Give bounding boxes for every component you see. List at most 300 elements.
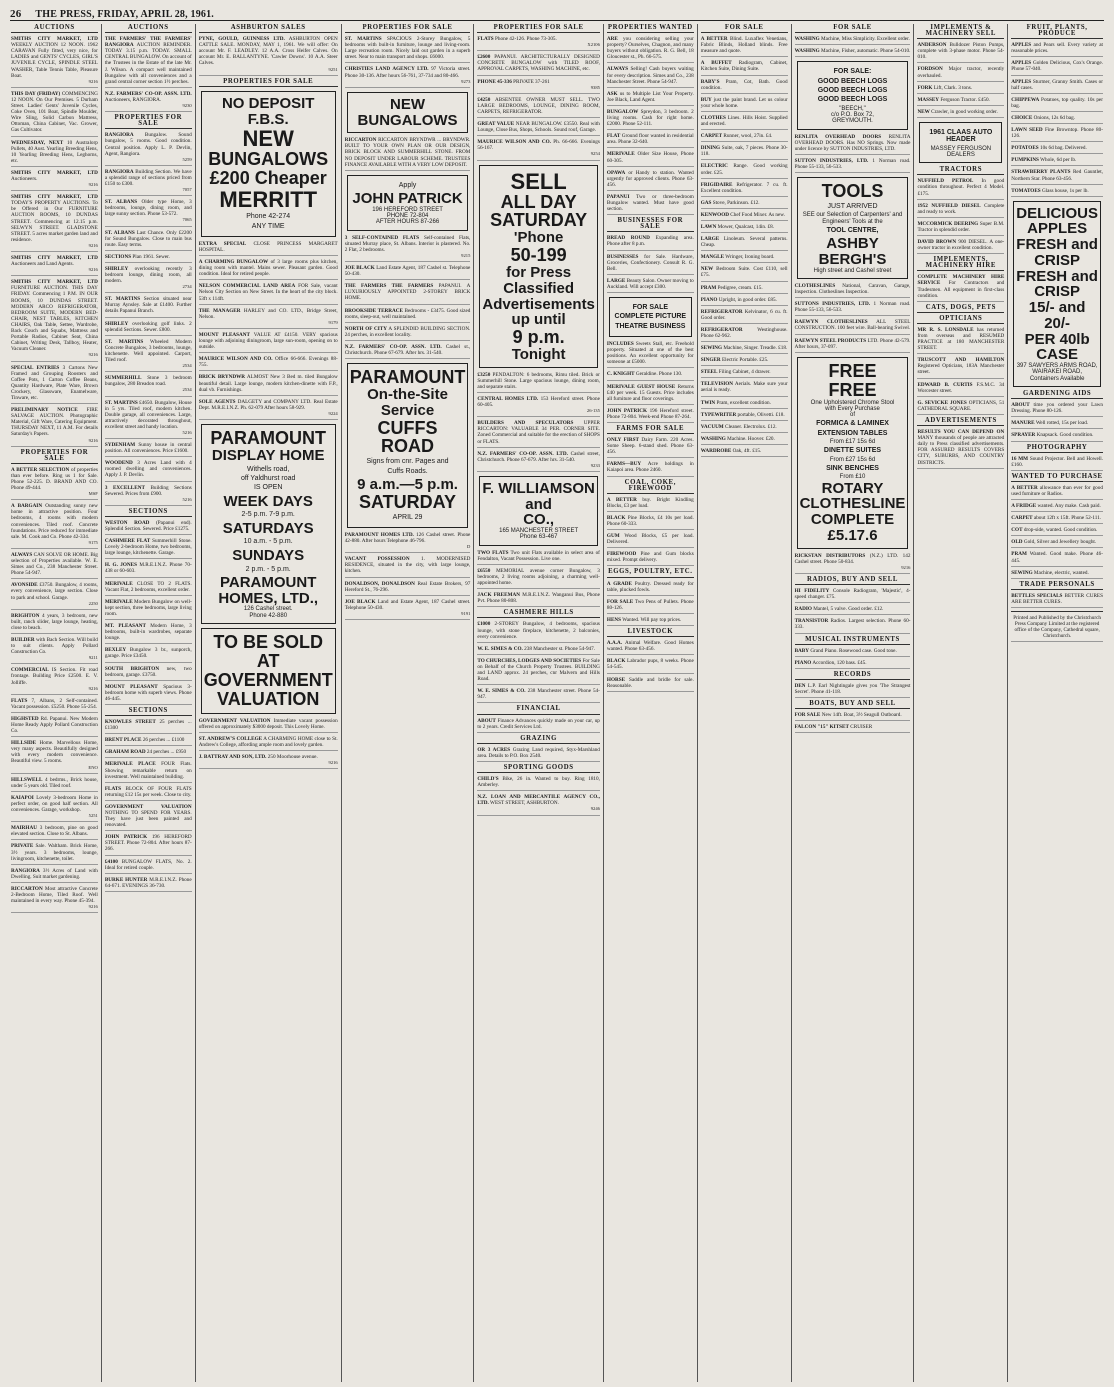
display-ad-paramount-display-home xyxy=(201,424,336,624)
ad-heading: TRUSCOTT AND HAMILTON xyxy=(917,357,1005,364)
ad-line: SATURDAYS xyxy=(222,519,314,537)
classified-ad xyxy=(105,36,192,88)
ad-text: Summerhill Stone. Lovely 2-bedroom Home, two bedrooms, large lounge, kitchenette. Garage. xyxy=(104,538,192,557)
ad-code: 7057 xyxy=(182,187,192,193)
ad-code: 9216 xyxy=(901,564,911,570)
classified-list xyxy=(1011,593,1103,608)
ad-code: 2534 xyxy=(182,387,192,393)
ad-heading: KENWOOD xyxy=(700,211,729,218)
ad-text: A SPLENDID BUILDING SECTION. 24 perches, in excellent locality. xyxy=(344,325,471,338)
classified-ad xyxy=(701,448,788,457)
ad-line: Signs from cnr. Pages and xyxy=(366,458,449,466)
ad-line: 196 HEREFORD STREET xyxy=(372,206,443,213)
ad-heading: MERIVALE xyxy=(104,580,133,587)
classified-ad xyxy=(917,109,1004,118)
ad-heading: DAVID BROWN xyxy=(917,238,957,245)
ad-code: 5216 xyxy=(182,429,192,435)
ad-text: Saddle and bridle for sale. Reasonable. xyxy=(606,676,694,689)
ad-code: 5251 xyxy=(88,813,98,819)
section-heading: FARMS FOR SALE xyxy=(607,426,694,434)
imprint: Printed and Published by the Christchurch Press Company Limited at the registered office of the Company, Cathedral square, Christchurch. xyxy=(1011,615,1103,642)
ad-text: ASHBURTON OPEN CATTLE SALE. MONDAY, MAY 1, 1961. We will offer: On account Mr. F. LEADLEY. 12 A.A. Cross Heifer Calves. On account Mr. E. BALLANTYNE. 'Cawler Downs'. 10 A.A. Steer Calves. xyxy=(198,36,338,67)
classified-ad xyxy=(345,581,471,596)
classified-list xyxy=(795,648,911,669)
section-heading: SECTIONS xyxy=(105,509,192,517)
ad-text: ALL STEEL CONSTRUCTION. 100 feet wire. Ball-bearing Swivel. xyxy=(794,319,911,332)
ad-text: just the paint brand. Let us colour your whole home. xyxy=(700,96,788,109)
classified-ad xyxy=(105,169,192,196)
ad-line: ANY TIME xyxy=(251,222,285,230)
ad-heading: MCCORMICK DEERING xyxy=(917,220,979,227)
ad-heading: MOUNT PLEASANT xyxy=(104,683,158,690)
classified-ad xyxy=(105,581,192,596)
ad-text: Registered Opticians, 183A Manchester street. xyxy=(917,363,1005,376)
ad-text: OPTICIANS, 51 CATHEDRAL SQUARE. xyxy=(917,399,1005,412)
section-heading: COAL, COKE, FIREWOOD xyxy=(607,480,694,494)
ad-heading: VACANT POSSESSION xyxy=(344,556,410,563)
ad-heading: PYNE, GOULD, GUINNESS LTD. xyxy=(198,36,285,43)
ad-heading: G. SEVICKE JONES xyxy=(917,399,967,406)
ad-text: 24 perches ... £950 xyxy=(145,749,187,756)
classified-list xyxy=(1011,402,1103,441)
ad-text: Finance Advances quickly made on your car, up to 2 years. Credit Services Ltd. xyxy=(477,717,600,730)
ad-heading: OR 3 ACRES xyxy=(477,746,511,753)
classified-list xyxy=(607,640,694,692)
ad-heading: BUNGALOW xyxy=(606,108,639,115)
ad-text: New 14ft. Boat, 3½ Seagull Outboard. xyxy=(820,712,902,719)
classified-ad xyxy=(345,556,471,577)
ad-text: Wanted. Good make. Phone 46-445. xyxy=(1011,551,1103,564)
ad-text: Grazing Land required, Styx-Marshland area. Details to P.O. Box 2540. xyxy=(477,746,600,759)
ad-text: 3½ Acres of Land with Dwelling. Suit market gardening. xyxy=(11,867,98,880)
ad-text: Plan 1961. Sewer. xyxy=(131,253,170,260)
classified-ad xyxy=(607,599,694,614)
classified-ad xyxy=(11,467,98,500)
classified-list xyxy=(607,581,694,626)
ad-line: JUST ARRIVED xyxy=(827,202,878,210)
ad-heading: £4100 xyxy=(104,858,118,865)
ad-line: Phone 42-274 xyxy=(246,213,291,221)
ad-heading: N.Z. FARMERS' CO-OP. ASSN. LTD. xyxy=(344,343,442,350)
classified-ad xyxy=(701,345,788,354)
classified-ad xyxy=(701,115,788,130)
ad-heading: ST. MARTINS xyxy=(104,296,141,303)
ad-text: F.S.M.C. 34 Worcester street. xyxy=(917,381,1005,394)
classified-list xyxy=(477,621,600,703)
ad-heading: PRAM xyxy=(1011,551,1027,558)
section-heading: PROPERTIES FOR SALE xyxy=(477,25,600,33)
ad-text: Machine, Miss Simplicity. Excellent order. xyxy=(819,36,910,43)
display-ad-free xyxy=(797,357,909,549)
ad-line: NEW BUNGALOWS xyxy=(357,95,458,129)
ad-heading: SOUTH BRIGHTON xyxy=(104,665,160,672)
ad-heading: RAEWYN STEEL PRODUCTS xyxy=(794,337,867,344)
ad-heading: RANGIORA xyxy=(104,132,134,139)
classified-list xyxy=(917,221,1004,254)
classified-ad xyxy=(477,54,600,75)
display-ad-beech-logs xyxy=(797,61,909,129)
ad-text: WEEKLY AUCTION 12 NOON. 1962 CARAVAN Fully fitted, very nice, for LADIES and GENTS' CYCLES, GIRL'S JUVENILE CYCLE, SPINDLE STEEL WASHER, Table Tennis Table, Pleasure Boat. xyxy=(11,42,98,79)
ad-text: Mower, Qualcast, 14in. £8. xyxy=(716,223,775,230)
classified-list xyxy=(199,718,338,770)
ad-heading: APPLES xyxy=(1011,78,1032,85)
display-ad-picture-theatre xyxy=(609,297,692,337)
ad-text: of 3 large rooms plus kitchen, dining room with mantel. Mains sewer. Pleasant garden. Good condition. Ideal for retired people. xyxy=(198,259,338,278)
classified-ad xyxy=(199,241,338,256)
ad-line: c/o P.O. Box 72, xyxy=(831,111,874,118)
ad-heading: JOHN PATRICK xyxy=(104,834,148,841)
ad-code: D xyxy=(467,544,471,550)
ad-heading: MANURE xyxy=(1011,420,1035,427)
classified-ad xyxy=(1011,402,1103,417)
ad-heading: PRELIMINARY NOTICE xyxy=(11,407,78,414)
ad-text: Accordion, 120 bass. £45. xyxy=(811,659,867,666)
ad-heading: NEW xyxy=(917,108,930,115)
classified-ad xyxy=(345,66,471,87)
ad-text: Sale. Waltham. Brick Home, 3½ years. 3 bedrooms, lounge, livingroom, kitchenette, toilet. xyxy=(11,843,98,862)
classified-ad xyxy=(701,285,788,294)
ad-line: 165 MANCHESTER STREET xyxy=(499,528,579,535)
classified-ad xyxy=(1011,551,1103,566)
classified-ad xyxy=(1011,503,1103,512)
ad-text: Building Section. We have a splendid range of sections priced from £150 to £300. xyxy=(104,168,192,187)
ad-text: FOR Sale, vacant Nelson City Section on New Street. In the heart of the city block. 53ft x 114ft. xyxy=(198,283,338,302)
ad-heading: TELEVISION xyxy=(700,381,734,388)
classified-ad xyxy=(105,91,192,112)
ad-heading: C. KNIGHT xyxy=(606,371,635,378)
ad-line: GREYMOUTH. xyxy=(832,118,873,125)
ad-heading: EXTRA SPECIAL xyxy=(198,240,247,247)
ad-text: 25 perches ... £1300 xyxy=(104,719,192,732)
ad-heading: GUM xyxy=(606,533,620,540)
ad-heading: SOLE AGENTS xyxy=(198,398,236,405)
classified-ad xyxy=(11,667,98,694)
ad-heading: SMITHS CITY MARKET, LTD xyxy=(11,194,98,201)
ad-heading: £2600 xyxy=(477,54,491,61)
ad-text: MANY thousands of people are attracted daily to Press classified advertisements. FOR ASSURED RESULTS COVERS CITY, SUBURBS, AND COUNTRY DISTRICTS. xyxy=(917,435,1005,466)
ad-text: 3 bedroom, pine on good elevated section. Close to St. Albans. xyxy=(11,825,98,838)
classified-ad xyxy=(11,365,98,405)
ad-text: drop-side, wanted. Good condition. xyxy=(1022,527,1098,534)
ad-code: 7065 xyxy=(182,217,192,223)
classified-ad xyxy=(795,36,911,45)
ad-line: SELL xyxy=(510,168,567,194)
classified-ad xyxy=(1011,97,1103,112)
ad-heading: REFRIGERATOR xyxy=(700,308,743,315)
classified-ad xyxy=(701,357,788,366)
ad-heading: A BARGAIN xyxy=(11,503,43,510)
classified-ad xyxy=(607,581,694,596)
ad-line: GOOD BEECH LOGS xyxy=(817,86,888,94)
ad-text: 238 Manchester st. Phone 54-947. xyxy=(522,645,596,652)
ad-text: A CHARMING HOME close to St. Andrew's College, affording ample room and lovely garden. xyxy=(198,735,338,748)
classified-ad xyxy=(607,640,694,655)
ad-text: Bedrooms - £3475. Good sized rooms, sleep-out, well maintained. xyxy=(344,307,471,320)
classified-list xyxy=(607,341,694,423)
ad-heading: MERIVALE xyxy=(606,151,635,158)
ad-text: Machine. Hoover. £20. xyxy=(725,435,775,442)
classified-ad xyxy=(105,199,192,226)
ad-text: Machine, Singer. Treadle. £18. xyxy=(722,345,788,352)
classified-ad xyxy=(199,399,338,420)
ad-heading: BREAD ROUND xyxy=(606,235,650,242)
classified-list xyxy=(795,36,911,57)
section-heading: FRUIT, PLANTS, PRODUCE xyxy=(1011,25,1103,39)
ad-text: 7, Albans, 2 Self-contained. Vacant possession. £5250. Phone 55-254. xyxy=(11,697,98,710)
ad-text: Cashel st., Christchurch. Phone 67-679. After hrs. 31-540. xyxy=(344,343,471,357)
classified-list xyxy=(477,747,600,762)
ad-heading: OLD xyxy=(1011,539,1023,546)
classified-list xyxy=(477,550,600,608)
ad-text: of properties than ever before. Ring us 1 for Sale. Phone 52-225. D. BRAND AND CO. Phone 49-444. xyxy=(11,466,98,492)
classified-list xyxy=(1011,485,1103,579)
classified-ad xyxy=(477,747,600,762)
ad-line: FREE xyxy=(828,360,877,381)
ad-heading: RADIO xyxy=(794,606,812,613)
display-ad-government-valuation xyxy=(201,628,336,714)
ad-heading: APPLES xyxy=(1011,60,1032,67)
classified-ad xyxy=(917,42,1004,63)
ad-code: X2106 xyxy=(587,42,600,48)
classified-list xyxy=(917,327,1004,415)
ad-heading: HILLSWELL xyxy=(11,776,43,783)
ad-heading: REFRIGERATOR xyxy=(700,326,743,333)
ad-heading: VACUUM xyxy=(700,423,724,430)
ad-text: Radiogram, Cabinet, Kitchen Suite, Dining Suite. xyxy=(700,60,788,73)
ad-heading: 16 MM xyxy=(1011,455,1029,462)
ad-text: Expanding area. Phone after 8 p.m. xyxy=(606,235,694,248)
classified-ad xyxy=(11,777,98,792)
ad-text: Wheeled Modern Concrete Bungalow, 3 bedrooms, lounge, kitchenette. Well appointed. Carport, Tiled roof. xyxy=(104,338,192,364)
ad-text: and Pears sell. Every variety at reasonable prices. xyxy=(1011,42,1103,55)
ad-heading: SUTTONS INDUSTRIES, LTD. xyxy=(794,301,871,308)
classified-list xyxy=(477,776,600,815)
ad-heading: FOR SALE xyxy=(794,712,821,719)
classified-ad xyxy=(345,137,471,170)
ad-heading: RICKSTAN DISTRIBUTORS xyxy=(794,552,866,559)
ad-heading: TO CHURCHES, LODGES AND SOCIETIES xyxy=(477,657,582,664)
ad-text: Machine, electric, wanted. xyxy=(1032,569,1089,576)
classified-ad xyxy=(105,321,192,336)
classified-ad xyxy=(1011,79,1103,94)
section-heading: CASHMERE HILLS xyxy=(477,610,600,618)
ad-line: One Upholstered Chrome Stool xyxy=(810,399,895,406)
ad-text: LTD. Phone 42-579. After hours, 37-097. xyxy=(794,337,911,350)
ad-text: has returned from overseas and RESUMED PRACTICE at 180 MANCHESTER STREET. xyxy=(917,326,1005,352)
ad-text: Acre holdings in Kaiapoi area. Phone 2460. xyxy=(606,461,694,474)
classified-ad xyxy=(477,621,600,642)
ad-text: Most attractive Concrete 2-Bedroom Home, Tiled Roof. Well maintained in every way. Phone 45-394. xyxy=(11,885,98,905)
ad-text: Home. Marvellous Home, very many aspects. Beautifully designed with every modern convenience. Beautiful view. 5 rooms. xyxy=(11,740,98,765)
classified-ad xyxy=(917,221,1004,236)
ad-line: WEEK DAYS xyxy=(223,492,313,510)
ad-text: Pine Blocks, £4 10s per load. Phone 60-333. xyxy=(606,514,694,527)
ad-line: off Yaldhurst road xyxy=(240,474,296,482)
ad-heading: BUILDERS AND SPECULATORS xyxy=(477,420,574,427)
masthead-title: THE PRESS, FRIDAY, APRIL 28, 1961. xyxy=(35,9,215,20)
ad-heading: PARAMOUNT HOMES LTD. xyxy=(344,531,414,538)
ad-text: Wringer, Ironing board. xyxy=(724,254,775,261)
section-heading: MUSICAL INSTRUMENTS xyxy=(795,637,911,645)
ad-heading: GAS xyxy=(700,199,712,206)
ad-text: CAN SOLVE OR HOME. Big selection of Properties available. W. E. Simes and Co., 238 Manchester Street. Phone 54-947. xyxy=(11,551,98,577)
ad-text: Poultry. Dressed ready for table, plucked fowls. xyxy=(606,580,694,593)
ad-heading: DEN xyxy=(794,682,806,689)
ad-heading: PHONE 45-336 xyxy=(477,78,512,85)
ad-heading: £4250 xyxy=(477,96,491,103)
classified-ad xyxy=(477,776,600,791)
ad-heading: EDWARD B. CURTIS xyxy=(917,381,973,388)
ad-heading: NEW xyxy=(700,266,714,273)
classified-list xyxy=(345,36,471,88)
ad-heading: WEDNESDAY, NEXT xyxy=(11,139,64,146)
ad-heading: RICCARTON xyxy=(11,885,43,892)
ad-heading: A.A.A. xyxy=(606,640,623,647)
ad-text: 196 Hereford street. Phone 72-804. Week-end Phone 87-264. xyxy=(606,407,694,420)
ad-text: 3 Acres Land with 4 roomed dwelling and conveniences. Apply J. P. Devlin. xyxy=(104,460,192,479)
classified-ad xyxy=(199,356,338,371)
ad-line: TOOLS xyxy=(821,181,884,202)
ad-heading: SMITHS CITY MARKET, LTD xyxy=(11,36,98,43)
classified-ad xyxy=(607,109,694,130)
ad-heading: HIGHSTED xyxy=(11,715,39,722)
ad-text: Complete and ready to work. xyxy=(917,202,1005,215)
ad-text: Phone 42-126. Phone 73-305. xyxy=(493,36,557,43)
classified-ad xyxy=(607,551,694,566)
ad-heading: TRANSISTOR xyxy=(794,618,829,625)
ad-text: Pram, excellent condition. xyxy=(715,399,771,406)
ad-text: Lift, Clark. 3 tons. xyxy=(932,84,973,91)
ad-line: FREE xyxy=(828,379,877,400)
ad-text: Bungalow 3 br., sunporch, garage. Price £3450. xyxy=(104,647,192,660)
classified-ad xyxy=(795,660,911,669)
ad-line: of xyxy=(850,412,856,419)
ad-heading: BABY'S xyxy=(700,78,720,85)
ad-text: 2-STOREY Bungalow, 4 bedrooms, spacious lounge, with stone fireplace, kitchenette, 2 balconies, every convenience. xyxy=(477,621,600,640)
ad-text: RENLITA OVERHEAD DOORS. Has NO Springs. Now made under licence by SUTTON INDUSTRIES, LTD. xyxy=(794,133,911,152)
ad-text: (Papanui end). Splendid Section. Sewered. Price £1275. xyxy=(104,519,192,532)
classified-ad xyxy=(1011,145,1103,154)
classified-ad xyxy=(1011,570,1103,579)
ad-line: 9 a.m.—5 p.m. xyxy=(357,475,458,493)
classified-ad xyxy=(477,79,600,94)
ad-code: 9216 xyxy=(88,78,98,84)
ad-text: wanted. Any make. Cash paid. xyxy=(1036,503,1101,510)
ad-code: 9175 xyxy=(88,539,98,545)
section-heading: ASHBURTON SALES xyxy=(199,25,338,33)
ad-heading: JOE BLACK xyxy=(344,598,376,605)
ad-heading: FALCON "15" KITSET xyxy=(794,724,849,731)
classified-ad xyxy=(701,133,788,142)
classified-ad xyxy=(105,375,192,396)
ad-text: Building Sections Sewered. Prices from £900. xyxy=(104,484,192,497)
ad-text: Pine and Gum blocks mixed. Prompt delivery. xyxy=(606,551,694,564)
classified-ad xyxy=(105,684,192,705)
classified-ad xyxy=(607,91,694,106)
classified-ad xyxy=(607,533,694,548)
classified-ad xyxy=(105,339,192,372)
ad-text: CLOSE TO 2 FLATS. Vacant Flat, 2 bedrooms, excellent order. xyxy=(104,580,192,593)
classified-ad xyxy=(105,737,192,746)
ad-heading: A BETTER xyxy=(606,496,637,503)
ad-text: 238 Manchester street. Phone 54-947. xyxy=(477,688,600,701)
ad-heading: A BETTER SELECTION xyxy=(11,466,70,473)
display-ad-merritt xyxy=(201,91,336,237)
classified-list xyxy=(1011,456,1103,471)
ad-code: 9216 xyxy=(88,437,98,443)
ad-heading: PRAM xyxy=(700,284,717,291)
ad-text: Refrigerator. 7 cu. ft. Excellent condition. xyxy=(700,181,788,194)
classified-list xyxy=(607,437,694,476)
classified-ad xyxy=(11,140,98,167)
classified-ad xyxy=(105,485,192,506)
classified-ad xyxy=(701,97,788,112)
classified-ad xyxy=(701,145,788,160)
section-heading: SECTIONS xyxy=(105,708,192,716)
ad-heading: RENLITA OVERHEAD DOORS xyxy=(794,133,882,140)
ad-code: 9216 xyxy=(88,182,98,188)
ad-line: FORMICA & LAMINEX xyxy=(816,420,889,428)
ad-text: Modern Home, 3 bedrooms, built-in wardrobes, separate lounge. xyxy=(104,623,192,642)
ad-heading: BROOKSIDE TERRACE xyxy=(344,307,403,314)
ad-text: you considering selling your property? Ourselves, Chagnon, and many buyers without obligation. R. G. Bell, 18 Gloucester st., Ph. 66-575. xyxy=(606,36,694,61)
classified-ad xyxy=(795,648,911,657)
section-heading: PROPERTIES FOR SALE xyxy=(11,450,98,464)
display-ad-claas-header xyxy=(919,122,1002,163)
classified-ad xyxy=(607,194,694,215)
ad-text: £4650. Bungalow, House in 5 yrs. Tiled roof, modern kitchen. Double garage, all conveniences. Large, attractively decorated throughout, excellent street and handy location. xyxy=(104,399,192,430)
ad-text: Filing Cabinet, 4 drawer. xyxy=(717,369,771,376)
section-heading: GRAZING xyxy=(477,736,600,744)
ad-text: Lovely 3-bedroom Home in perfect order, on good half section. All conveniences. Garage, workshop. xyxy=(11,794,98,814)
ad-line: SATURDAY xyxy=(490,210,588,231)
classified-ad xyxy=(1011,432,1103,441)
section-heading: RADIOS, BUY AND SELL xyxy=(795,577,911,585)
ad-text: Real Estate Brokers, 97 Hereford St., 76-296. xyxy=(344,580,471,593)
ad-text: NEAR BUNGALOW. £3550. Real with Lounge, Close Bus, Shops, Schools. Sound roof, Garage. xyxy=(477,121,600,134)
ad-line: CO., xyxy=(523,511,555,529)
classified-ad xyxy=(11,582,98,609)
classified-ad xyxy=(105,834,192,855)
ad-text: 900 DIESEL. A one-owner tractor in excellent condition. xyxy=(917,238,1005,252)
ad-text: RICCARTON BRYNDWR ... BRYNDWR. BUILT TO YOUR OWN PLAN OR OUR DESIGN, BRICK BLOCK AND SUMMERHILL STONE. FROM NO DEPOSIT UNDER LABOUR SCHEME. TRUSTEES FINANCE AVAILABLE WITH A VERY LOW DEPOSIT. xyxy=(344,137,471,168)
ad-text: Auctioneers, RANGIORA. xyxy=(104,96,162,103)
ad-heading: SEWING xyxy=(700,345,723,352)
ad-text: buy. Bright Kindling Blocks, £3 per load. xyxy=(606,496,694,509)
ad-heading: A BETTER xyxy=(1011,484,1038,491)
classified-list xyxy=(795,553,911,574)
ad-text: Sturmer, Granny Smith. Cases or half cases. xyxy=(1011,78,1103,91)
ad-line: On-the-Site xyxy=(367,386,448,403)
classified-ad xyxy=(1011,456,1103,471)
ad-text: 1 Norman road. Phone 55-133, 56-533. xyxy=(794,157,911,170)
classified-ad xyxy=(345,326,471,341)
ad-heading: N.Z. LOAN AND MERCANTILE AGENCY CO., LTD. xyxy=(477,794,600,807)
ad-heading: CASHMERE FLAT xyxy=(104,538,151,545)
ad-heading: JOE BLACK xyxy=(344,265,375,272)
section-heading: IMPLEMENTS, MACHINERY HIRE xyxy=(917,257,1004,271)
ad-text: (N.Z.) LTD. 142 Cashel street. Phone 50-834. xyxy=(794,552,911,565)
ad-heading: FORK xyxy=(917,84,933,91)
masthead xyxy=(10,4,1104,21)
ad-text: Whole, 6d per lb. xyxy=(1038,157,1077,164)
ad-heading: CARPET xyxy=(1011,515,1033,522)
ad-heading: MAURICE WILSON AND CO. xyxy=(198,356,273,363)
ad-text: Pram, Cot, Bath. Good condition. xyxy=(700,78,788,91)
classified-list xyxy=(795,134,911,173)
ad-text: Stone 3 bedroom bungalow, 280 Breadon road. xyxy=(104,375,192,388)
classified-ad xyxy=(477,550,600,565)
